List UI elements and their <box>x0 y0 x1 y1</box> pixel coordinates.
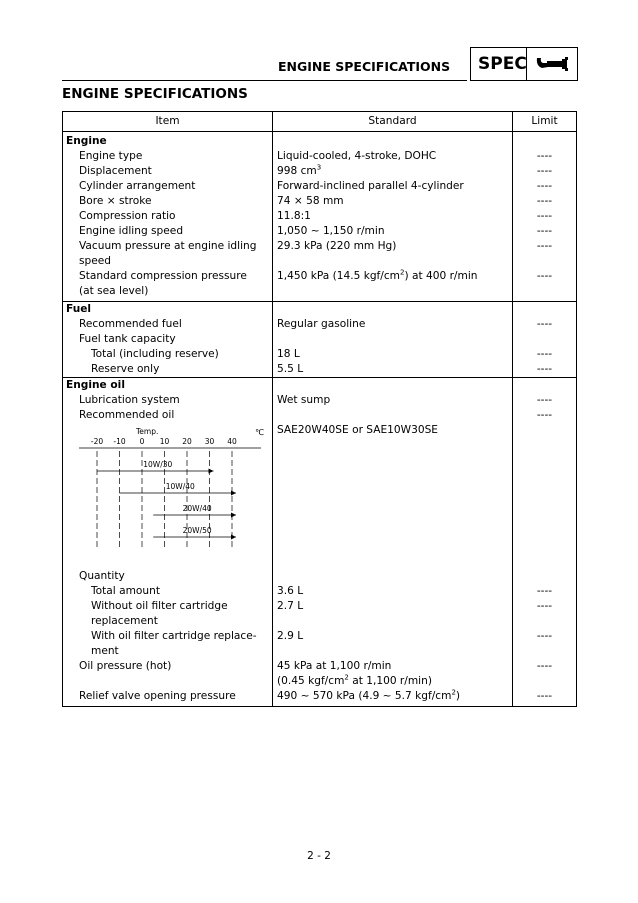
limit-cell: ---- <box>513 347 577 362</box>
limit-cell: ---- <box>513 659 577 689</box>
standard-cell: 18 L <box>273 347 513 362</box>
table-row <box>63 239 577 269</box>
standard-cell: SAE20W40SE or SAE10W30SE <box>273 423 513 569</box>
table-row <box>63 317 577 332</box>
limit-cell: ---- <box>513 164 577 179</box>
group-row-fuel <box>63 302 577 318</box>
item-cell: Recommended oil <box>63 408 273 423</box>
band-label: 10W/30 <box>143 460 173 469</box>
item-cell: Cylinder arrangement <box>63 179 273 194</box>
standard-cell: Forward-inclined parallel 4-cylinder <box>273 179 513 194</box>
band-arrowhead <box>209 469 214 474</box>
table-row <box>63 224 577 239</box>
band-label: 20W/50 <box>182 526 212 535</box>
item-cell: Relief valve opening pressure <box>63 689 273 707</box>
standard-cell: 490 ~ 570 kPa (4.9 ~ 5.7 kgf/$cm^2$) <box>273 689 513 707</box>
table-row <box>63 584 577 599</box>
limit-cell: ---- <box>513 599 577 629</box>
table-row <box>63 689 577 707</box>
temp-unit: ℃ <box>255 428 264 437</box>
table-row <box>63 332 577 347</box>
spec-divider <box>526 47 527 81</box>
limit-cell: ---- <box>513 362 577 378</box>
table-row <box>63 179 577 194</box>
limit-cell: ---- <box>513 149 577 164</box>
table-row <box>63 659 577 689</box>
group-label: Fuel <box>63 302 273 318</box>
header-rule <box>62 80 467 81</box>
group-label: Engine <box>63 132 273 150</box>
limit-cell: ---- <box>513 393 577 408</box>
table-row <box>63 269 577 302</box>
table-row <box>63 362 577 378</box>
table-row <box>63 164 577 179</box>
item-cell: Vacuum pressure at engine idling speed <box>63 239 273 269</box>
band-arrowhead <box>231 491 236 496</box>
item-cell: Lubrication system <box>63 393 273 408</box>
standard-cell: 45 kPa at 1,100 r/min (0.45 kgf/$cm^2$ at 1,100 r/min) <box>273 659 513 689</box>
table-row <box>63 149 577 164</box>
band-arrowhead <box>231 535 236 540</box>
col-limit: Limit <box>513 112 577 132</box>
spec-label: SPEC <box>478 54 527 74</box>
limit-cell: ---- <box>513 629 577 659</box>
table-row <box>63 569 577 584</box>
header-title: ENGINE SPECIFICATIONS <box>278 59 451 74</box>
table-row <box>63 393 577 408</box>
group-row-engine <box>63 132 577 150</box>
table-row <box>63 209 577 224</box>
band-label: 10W/40 <box>165 482 195 491</box>
group-row-oil <box>63 378 577 394</box>
item-cell: Engine type <box>63 149 273 164</box>
standard-cell: Wet sump <box>273 393 513 408</box>
standard-cell: 2.9 L <box>273 629 513 659</box>
oil-viscosity-chart <box>77 425 277 565</box>
limit-cell: ---- <box>513 269 577 302</box>
table-row <box>63 194 577 209</box>
standard-cell: 2.7 L <box>273 599 513 629</box>
col-standard: Standard <box>273 112 513 132</box>
item-cell: Fuel tank capacity <box>63 332 273 347</box>
col-item: Item <box>63 112 273 132</box>
limit-cell: ---- <box>513 584 577 599</box>
standard-cell: 29.3 kPa (220 mm Hg) <box>273 239 513 269</box>
item-cell: Total amount <box>63 584 273 599</box>
spec-table <box>62 111 577 707</box>
tick-label: 20 <box>182 437 192 446</box>
wrench-icon <box>534 54 570 74</box>
standard-cell: 998 $cm^3$ <box>273 164 513 179</box>
limit-cell: ---- <box>513 689 577 707</box>
table-row <box>63 347 577 362</box>
band-label: 20W/40 <box>182 504 212 513</box>
table-header-row <box>63 112 577 132</box>
limit-cell: ---- <box>513 179 577 194</box>
tick-label: 10 <box>159 437 170 446</box>
standard-cell: 1,050 ~ 1,150 r/min <box>273 224 513 239</box>
standard-cell: Liquid-cooled, 4-stroke, DOHC <box>273 149 513 164</box>
tick-label: 0 <box>139 437 145 446</box>
standard-cell: Regular gasoline <box>273 317 513 332</box>
standard-cell: 5.5 L <box>273 362 513 378</box>
section-title: ENGINE SPECIFICATIONS <box>62 86 248 102</box>
item-cell: Oil pressure (hot) <box>63 659 273 689</box>
standard-cell: 74 × 58 mm <box>273 194 513 209</box>
item-cell: Total (including reserve) <box>63 347 273 362</box>
limit-cell: ---- <box>513 317 577 332</box>
item-cell: Compression ratio <box>63 209 273 224</box>
table-row <box>63 599 577 629</box>
tick-label: 40 <box>227 437 237 446</box>
oil-chart-cell <box>63 423 273 569</box>
limit-cell: ---- <box>513 209 577 224</box>
table-row <box>63 629 577 659</box>
item-cell: Without oil filter cartridge replacement <box>63 599 273 629</box>
page-number: 2 - 2 <box>307 850 331 862</box>
item-cell: With oil filter cartridge replace- ment <box>63 629 273 659</box>
tick-label: -10 <box>113 437 126 446</box>
tick-label: 30 <box>204 437 215 446</box>
item-cell: Reserve only <box>63 362 273 378</box>
limit-cell: ---- <box>513 194 577 209</box>
limit-cell: ---- <box>513 239 577 269</box>
temp-label: Temp. <box>136 427 159 436</box>
item-cell: Displacement <box>63 164 273 179</box>
table-row <box>63 423 577 569</box>
group-label: Engine oil <box>63 378 273 394</box>
item-cell: Quantity <box>63 569 273 584</box>
standard-cell: 1,450 kPa (14.5 kgf/$cm^2$) at 400 r/min <box>273 269 513 302</box>
limit-cell: ---- <box>513 408 577 423</box>
item-cell: Standard compression pressure (at sea level) <box>63 269 273 302</box>
table-row <box>63 408 577 423</box>
item-cell: Engine idling speed <box>63 224 273 239</box>
standard-cell: 11.8:1 <box>273 209 513 224</box>
limit-cell: ---- <box>513 224 577 239</box>
item-cell: Bore × stroke <box>63 194 273 209</box>
tick-label: -20 <box>90 437 104 446</box>
band-arrowhead <box>231 513 236 518</box>
item-cell: Recommended fuel <box>63 317 273 332</box>
standard-cell: 3.6 L <box>273 584 513 599</box>
